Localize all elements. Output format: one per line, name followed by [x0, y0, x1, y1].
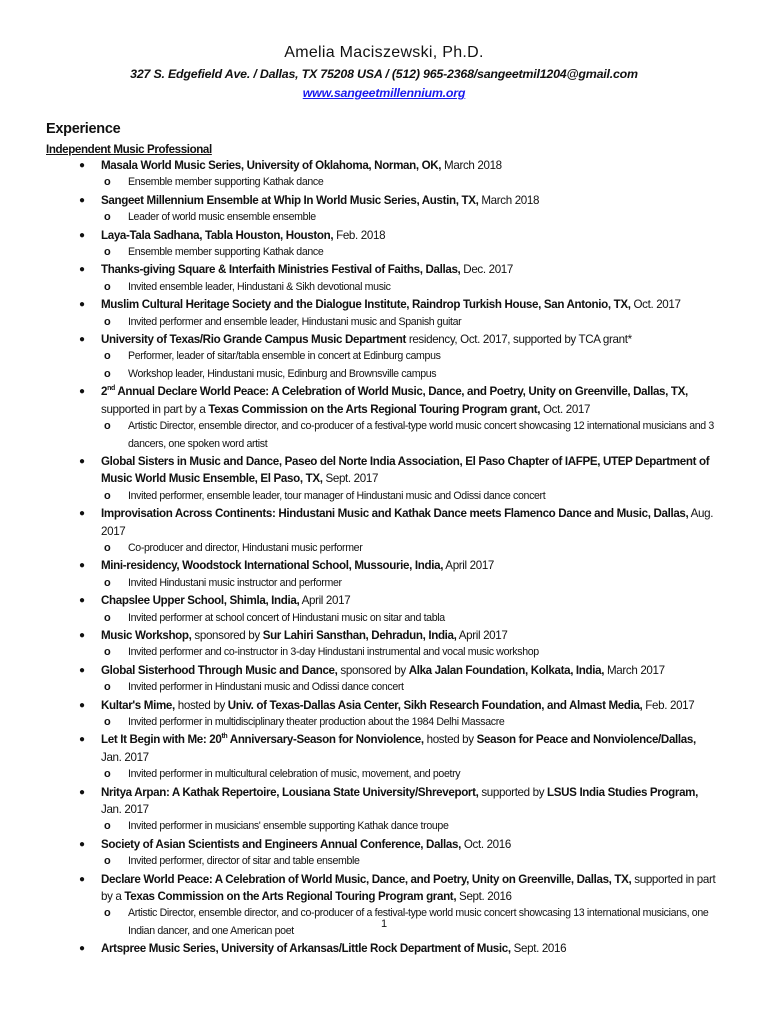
entry-title: [79, 383, 718, 418]
sub-item-text: Invited performer, ensemble leader, tour manager of Hindustani music and Odissi dance concert: [128, 489, 546, 502]
page-number: 1: [380, 918, 388, 930]
entry-title: [79, 157, 718, 174]
sub-list: [101, 679, 718, 696]
sub-bullet-icon: o: [104, 420, 111, 433]
sub-item: [104, 418, 718, 453]
sub-list: [101, 314, 718, 331]
entry-text: Sept. 2016: [456, 890, 512, 904]
bullet-icon: ●: [79, 264, 85, 276]
entry-text: March 2018: [478, 193, 540, 207]
entry-text: Improvisation Across Continents: Hindustani Music and Kathak Dance meets Flamenco Dance and Music, Dallas,: [101, 507, 689, 521]
sub-item: [104, 575, 718, 592]
sub-bullet-icon: o: [104, 280, 111, 293]
entry-text: Feb. 2017: [642, 698, 695, 712]
entry-text: Let It Begin with Me: 20: [101, 733, 222, 747]
entry-title: [79, 627, 718, 644]
entry-title: [79, 331, 718, 348]
entry-title: [79, 557, 718, 574]
entry-text: Oct. 2017: [630, 298, 681, 312]
entry-text: Kultar's Mime,: [101, 698, 175, 712]
sub-list: [101, 540, 718, 557]
sub-item-text: Ensemble member supporting Kathak dance: [128, 246, 324, 259]
list-item: [0, 627, 768, 662]
list-item: [0, 836, 768, 871]
entry-title: [79, 192, 718, 209]
list-item: [0, 383, 768, 453]
sub-bullet-icon: o: [104, 855, 111, 868]
entry-text: supported in part by a: [101, 402, 209, 416]
sub-item: [104, 209, 718, 226]
sub-list: [101, 714, 718, 731]
list-item: [0, 331, 768, 383]
bullet-icon: ●: [79, 560, 85, 572]
sub-list: [101, 279, 718, 296]
sub-item: [104, 818, 718, 835]
bullet-icon: ●: [79, 699, 85, 711]
sub-item: [104, 766, 718, 783]
list-item: [0, 784, 768, 836]
bullet-icon: ●: [79, 786, 85, 798]
entry-text: Sept. 2017: [322, 472, 379, 486]
entry-text: Alka Jalan Foundation, Kolkata, India,: [408, 663, 605, 677]
sub-bullet-icon: o: [104, 768, 111, 781]
entry-text: Muslim Cultural Heritage Society and the Dialogue Institute, Raindrop Turkish House, San Antonio, TX,: [101, 298, 631, 312]
list-item: [0, 662, 768, 697]
sub-bullet-icon: o: [104, 315, 111, 328]
entry-text: Univ. of Texas-Dallas Asia Center, Sikh Research Foundation, and Almast Media,: [227, 698, 643, 712]
sub-bullet-icon: o: [104, 646, 111, 659]
entry-title: [79, 662, 718, 679]
entry-text: Texas Commission on the Arts Regional Touring Program grant,: [124, 890, 457, 904]
sub-item-text: Invited performer at school concert of Hindustani music on sitar and tabla: [128, 611, 445, 624]
list-item: [0, 592, 768, 627]
sub-item: [104, 679, 718, 696]
sub-bullet-icon: o: [104, 176, 111, 189]
sub-item: [104, 488, 718, 505]
entry-text: sponsored by: [337, 663, 409, 677]
bullet-icon: ●: [79, 873, 85, 885]
list-item: [0, 453, 768, 505]
entry-title: [79, 836, 718, 853]
entry-text: March 2017: [604, 663, 665, 677]
sub-item-text: Leader of world music ensemble ensemble: [128, 211, 316, 224]
sub-item-text: Artistic Director, ensemble director, and co-producer of a festival-type world music concert showcasing 12 international musicians and 3 dancers, one spoken word artist: [128, 420, 714, 450]
author-name: Amelia Maciszewski, Ph.D.: [284, 44, 484, 61]
entry-text: Sangeet Millennium Ensemble at Whip In World Music Series, Austin, TX,: [101, 193, 479, 207]
sub-item: [104, 644, 718, 661]
sub-list: [101, 853, 718, 870]
sub-item-text: Ensemble member supporting Kathak dance: [128, 176, 324, 189]
entry-text: Society of Asian Scientists and Engineers Annual Conference, Dallas,: [101, 837, 461, 851]
entry-text: Sept. 2016: [510, 942, 567, 956]
entry-text: Feb. 2018: [333, 228, 386, 242]
bullet-icon: ●: [79, 508, 85, 520]
list-item: [0, 940, 768, 957]
sub-list: [101, 418, 718, 453]
list-item: [0, 192, 768, 227]
bullet-icon: ●: [79, 838, 85, 850]
sub-item-text: Invited performer in multidisciplinary theater production about the 1984 Delhi Massacre: [128, 716, 505, 728]
sub-item: [104, 853, 718, 870]
bullet-icon: ●: [79, 334, 85, 346]
sub-list: [101, 610, 718, 627]
sub-bullet-icon: o: [104, 489, 111, 502]
entry-title: [79, 871, 718, 906]
bullet-icon: ●: [79, 943, 85, 955]
entry-text: March 2018: [441, 159, 502, 172]
entry-text: LSUS India Studies Program,: [547, 785, 699, 799]
entry-text: Aug. 2017: [101, 507, 714, 538]
list-item: [0, 731, 768, 783]
entry-title: [79, 296, 718, 313]
sub-bullet-icon: o: [104, 907, 111, 920]
sub-item-text: Artistic Director, ensemble director, and co-producer of a festival-type world music concert showcasing 13 international musicians, one Indian dancer, and one American poet: [128, 907, 709, 937]
sub-list: [101, 644, 718, 661]
entry-text: Oct. 2016: [460, 837, 511, 851]
bullet-icon: ●: [79, 664, 85, 676]
entry-text: Jan. 2017: [101, 803, 149, 817]
bullet-icon: ●: [79, 194, 85, 206]
entry-text: Jan. 2017: [101, 750, 149, 764]
sub-list: [101, 575, 718, 592]
sub-bullet-icon: o: [104, 716, 111, 728]
entry-text: Chapslee Upper School, Shimla, India,: [101, 594, 300, 608]
bullet-icon: ●: [79, 160, 85, 171]
sub-item: [104, 279, 718, 296]
sub-item-text: Invited performer in musicians' ensemble supporting Kathak dance troupe: [128, 820, 449, 833]
list-item: [0, 697, 768, 732]
entry-text: Anniversary-Season for Nonviolence,: [227, 733, 424, 747]
sub-list: [101, 174, 718, 191]
entry-text: Mini-residency, Woodstock International School, Mussourie, India,: [101, 559, 444, 573]
entry-title: [79, 505, 718, 540]
entry-text: 2: [101, 385, 108, 399]
sub-bullet-icon: o: [104, 350, 111, 363]
list-item: [0, 157, 768, 192]
entry-text: April 2017: [443, 559, 495, 573]
sub-item: [104, 174, 718, 191]
entry-title: [79, 940, 718, 957]
sub-item-text: Performer, leader of sitar/tabla ensemble in concert at Edinburg campus: [128, 350, 441, 363]
entry-text: hosted by: [174, 698, 228, 712]
bullet-icon: ●: [79, 595, 85, 607]
list-item: [0, 261, 768, 296]
bullet-icon: ●: [79, 455, 85, 467]
entry-title: [79, 453, 718, 488]
sub-item: [104, 540, 718, 557]
entry-title: [79, 592, 718, 609]
sub-item: [104, 366, 718, 383]
section-subtitle: Independent Music Professional: [46, 143, 212, 156]
sub-item-text: Co-producer and director, Hindustani music performer: [128, 541, 363, 554]
entry-title: [79, 697, 718, 714]
bullet-icon: ●: [79, 734, 85, 746]
sub-list: [101, 209, 718, 226]
entry-text: residency, Oct. 2017, supported by TCA grant*: [405, 333, 632, 347]
sub-item: [104, 714, 718, 731]
entry-text: April 2017: [299, 594, 351, 608]
sub-item-text: Invited performer in Hindustani music and Odissi dance concert: [128, 681, 404, 694]
sub-bullet-icon: o: [104, 246, 111, 259]
entry-text: th: [221, 733, 228, 741]
entry-text: supported in part by a: [101, 872, 716, 904]
entry-text: Artspree Music Series, University of Arkansas/Little Rock Department of Music,: [101, 942, 511, 956]
sub-item: [104, 610, 718, 627]
sub-item-text: Invited performer in multicultural celebration of music, movement, and poetry: [128, 768, 461, 781]
sub-bullet-icon: o: [104, 541, 111, 554]
sub-item: [104, 244, 718, 261]
sub-item-text: Invited performer, director of sitar and table ensemble: [128, 855, 360, 868]
list-item: [0, 296, 768, 331]
sub-item-text: Invited performer and co-instructor in 3-day Hindustani instrumental and vocal music workshop: [128, 646, 539, 659]
bullet-icon: ●: [79, 229, 85, 241]
entry-text: supported by: [478, 785, 548, 799]
sub-list: [101, 244, 718, 261]
entry-text: Texas Commission on the Arts Regional Touring Program grant,: [208, 402, 541, 416]
sub-item-text: Invited Hindustani music instructor and performer: [128, 576, 342, 589]
sub-item-text: Invited performer and ensemble leader, Hindustani music and Spanish guitar: [128, 315, 462, 328]
entry-title: [79, 731, 718, 766]
entry-text: Thanks-giving Square & Interfaith Ministries Festival of Faiths, Dallas,: [101, 263, 461, 277]
entry-text: Oct. 2017: [540, 402, 591, 416]
list-item: [0, 505, 768, 557]
entry-text: Nritya Arpan: A Kathak Repertoire, Lousiana State University/Shreveport,: [101, 785, 479, 799]
entry-text: Sur Lahiri Sansthan, Dehradun, India,: [262, 628, 457, 642]
list-item: [0, 227, 768, 262]
entry-title: [79, 261, 718, 278]
sub-item: [104, 314, 718, 331]
sub-item-text: Invited ensemble leader, Hindustani & Sikh devotional music: [128, 280, 391, 293]
sub-list: [101, 348, 718, 383]
section-title: Experience: [46, 121, 121, 137]
sub-list: [101, 766, 718, 783]
entry-text: April 2017: [456, 628, 508, 642]
entry-text: Masala World Music Series, University of Oklahoma, Norman, OK,: [101, 159, 442, 172]
entry-text: Global Sisters in Music and Dance, Paseo del Norte India Association, El Paso Chapter of IAFPE, UTEP Department of Music World Music Ensemble, El Paso, TX,: [101, 454, 710, 486]
bullet-icon: ●: [79, 299, 85, 311]
sub-bullet-icon: o: [104, 681, 111, 694]
sub-list: [101, 818, 718, 835]
experience-list: [0, 157, 768, 958]
entry-text: Dec. 2017: [460, 263, 513, 277]
bullet-icon: ●: [79, 629, 85, 641]
sub-item-text: Workshop leader, Hindustani music, Edinburg and Brownsville campus: [128, 367, 437, 380]
contact-address: 327 S. Edgefield Ave. / Dallas, TX 75208 USA / (512) 965-2368/sangeetmil1204@gmail.com: [130, 67, 638, 81]
entry-text: Music Workshop,: [101, 628, 192, 642]
entry-text: sponsored by: [191, 628, 263, 642]
entry-text: Declare World Peace: A Celebration of World Music, Dance, and Poetry, Unity on Greenville, Dallas, TX,: [101, 872, 632, 886]
entry-title: [79, 227, 718, 244]
list-item: [0, 557, 768, 592]
entry-text: nd: [107, 385, 115, 393]
website-link[interactable]: www.sangeetmillennium.org: [302, 86, 466, 100]
entry-text: University of Texas/Rio Grande Campus Music Department: [101, 333, 406, 347]
sub-bullet-icon: o: [104, 576, 111, 589]
entry-text: Annual Declare World Peace: A Celebration of World Music, Dance, and Poetry, Unity on Greenville, Dallas, TX,: [114, 385, 688, 399]
entry-title: [79, 784, 718, 819]
sub-bullet-icon: o: [104, 367, 111, 380]
sub-item: [104, 348, 718, 365]
sub-list: [101, 488, 718, 505]
entry-text: hosted by: [423, 733, 477, 747]
sub-bullet-icon: o: [104, 820, 111, 833]
bullet-icon: ●: [79, 386, 85, 398]
sub-bullet-icon: o: [104, 211, 111, 224]
sub-bullet-icon: o: [104, 611, 111, 624]
entry-text: Global Sisterhood Through Music and Dance,: [101, 663, 338, 677]
entry-text: Season for Peace and Nonviolence/Dallas,: [476, 733, 696, 747]
entry-text: Laya-Tala Sadhana, Tabla Houston, Houston,: [101, 228, 334, 242]
